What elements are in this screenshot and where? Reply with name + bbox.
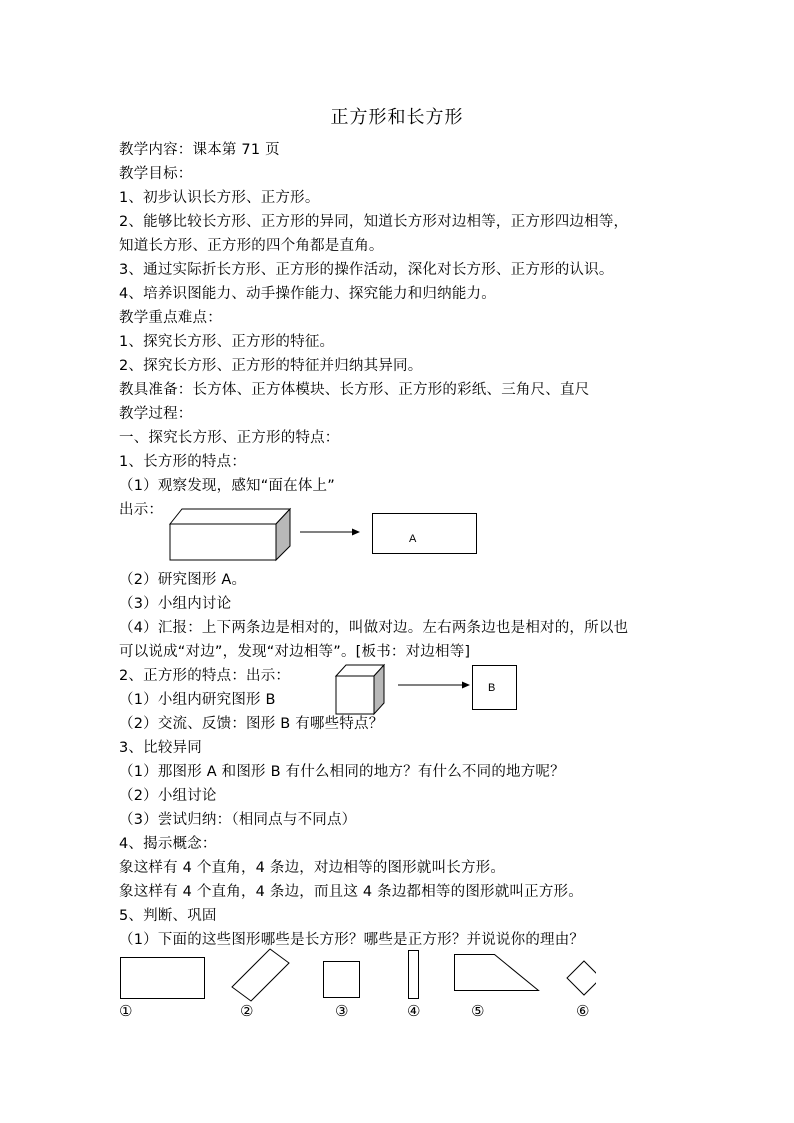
text-line-show: 出示： [119, 502, 164, 518]
text-line-square-features: 2、正方形的特点：出示： [119, 668, 291, 684]
text-line-objective-4: 4、培养识图能力、动手操作能力、探究能力和归纳能力。 [119, 286, 496, 302]
text-line-section-1: 一、探究长方形、正方形的特点： [119, 430, 340, 446]
figure-label-b: B [488, 682, 496, 694]
text-line-group-discuss-2: （2）小组讨论 [119, 788, 217, 804]
text-line-feedback-b: （2）交流、反馈：图形 B 有哪些特点？ [119, 716, 384, 732]
text-line-key-points-heading: 教学重点难点： [119, 310, 222, 326]
shape-number-3: ③ [335, 1002, 349, 1020]
text-line-study-a: （2）研究图形 A。 [119, 572, 247, 588]
cuboid-to-rectangle-figure [168, 506, 480, 562]
cuboid-top-face [170, 509, 290, 524]
text-line-process-heading: 教学过程： [119, 406, 193, 422]
shape-1-rectangle [121, 958, 205, 999]
judgement-shapes-figure [116, 946, 596, 1002]
text-line-judge-question: （1）下面的这些图形哪些是长方形？哪些是正方形？并说说你的理由？ [119, 932, 585, 948]
text-line-group-discuss: （3）小组内讨论 [119, 596, 232, 612]
text-line-report-cont: 可以说成“对边”，发现“对边相等”。[板书：对边相等] [119, 644, 471, 660]
text-line-concept: 4、揭示概念： [119, 836, 217, 852]
text-line-rectangle-features: 1、长方形的特点： [119, 454, 247, 470]
figure-label-a: A [409, 533, 417, 545]
text-line-study-b: （1）小组内研究图形 B [119, 692, 276, 708]
text-line-key-point-1: 1、探究长方形、正方形的特征。 [119, 334, 335, 350]
text-line-objective-2: 2、能够比较长方形、正方形的异同，知道长方形对边相等，正方形四边相等， [119, 214, 629, 230]
cuboid-front-face [170, 524, 276, 560]
shape-3-square [324, 962, 360, 998]
text-line-materials: 教具准备：长方体、正方体模块、长方形、正方形的彩纸、三角尺、直尺 [119, 382, 590, 398]
cube-front-face [336, 676, 374, 714]
text-line-objective-2-cont: 知道长方形、正方形的四个角都是直角。 [119, 238, 384, 254]
text-line-compare-question: （1）那图形 A 和图形 B 有什么相同的地方？有什么不同的地方呢？ [119, 764, 565, 780]
text-line-compare: 3、比较异同 [119, 740, 202, 756]
arrow-head [352, 529, 360, 536]
arrow-head [462, 682, 470, 689]
text-line-rectangle-definition: 象这样有 4 个直角，4 条边，对边相等的图形就叫长方形。 [119, 860, 506, 876]
text-line-content: 教学内容：课本第 71 页 [119, 142, 280, 158]
text-line-square-definition: 象这样有 4 个直角，4 条边，而且这 4 条边都相等的图形就叫正方形。 [119, 884, 583, 900]
shape-5-trapezoid [455, 955, 539, 991]
shape-number-1: ① [119, 1002, 133, 1020]
shape-number-6: ⑥ [576, 1002, 590, 1020]
text-line-observe: （1）观察发现，感知“面在体上” [119, 478, 335, 494]
text-line-key-point-2: 2、探究长方形、正方形的特征并归纳其异同。 [119, 358, 423, 374]
text-line-objectives-heading: 教学目标： [119, 166, 193, 182]
shape-4-thin-rectangle [409, 951, 419, 999]
rectangle-a [373, 514, 477, 554]
shape-2-tilted-rectangle [232, 949, 289, 1001]
text-line-summarize: （3）尝试归纳：（相同点与不同点） [119, 812, 357, 828]
text-line-objective-1: 1、初步认识长方形、正方形。 [119, 190, 320, 206]
shape-number-4: ④ [407, 1002, 421, 1020]
text-line-report: （4）汇报：上下两条边是相对的，叫做对边。左右两条边也是相对的，所以也 [119, 620, 629, 636]
text-line-objective-3: 3、通过实际折长方形、正方形的操作活动，深化对长方形、正方形的认识。 [119, 262, 614, 278]
page-title: 正方形和长方形 [330, 107, 464, 128]
text-line-judge: 5、判断、巩固 [119, 908, 217, 924]
shape-6-diamond [567, 961, 596, 995]
shape-number-5: ⑤ [471, 1002, 485, 1020]
shape-number-2: ② [240, 1002, 254, 1020]
